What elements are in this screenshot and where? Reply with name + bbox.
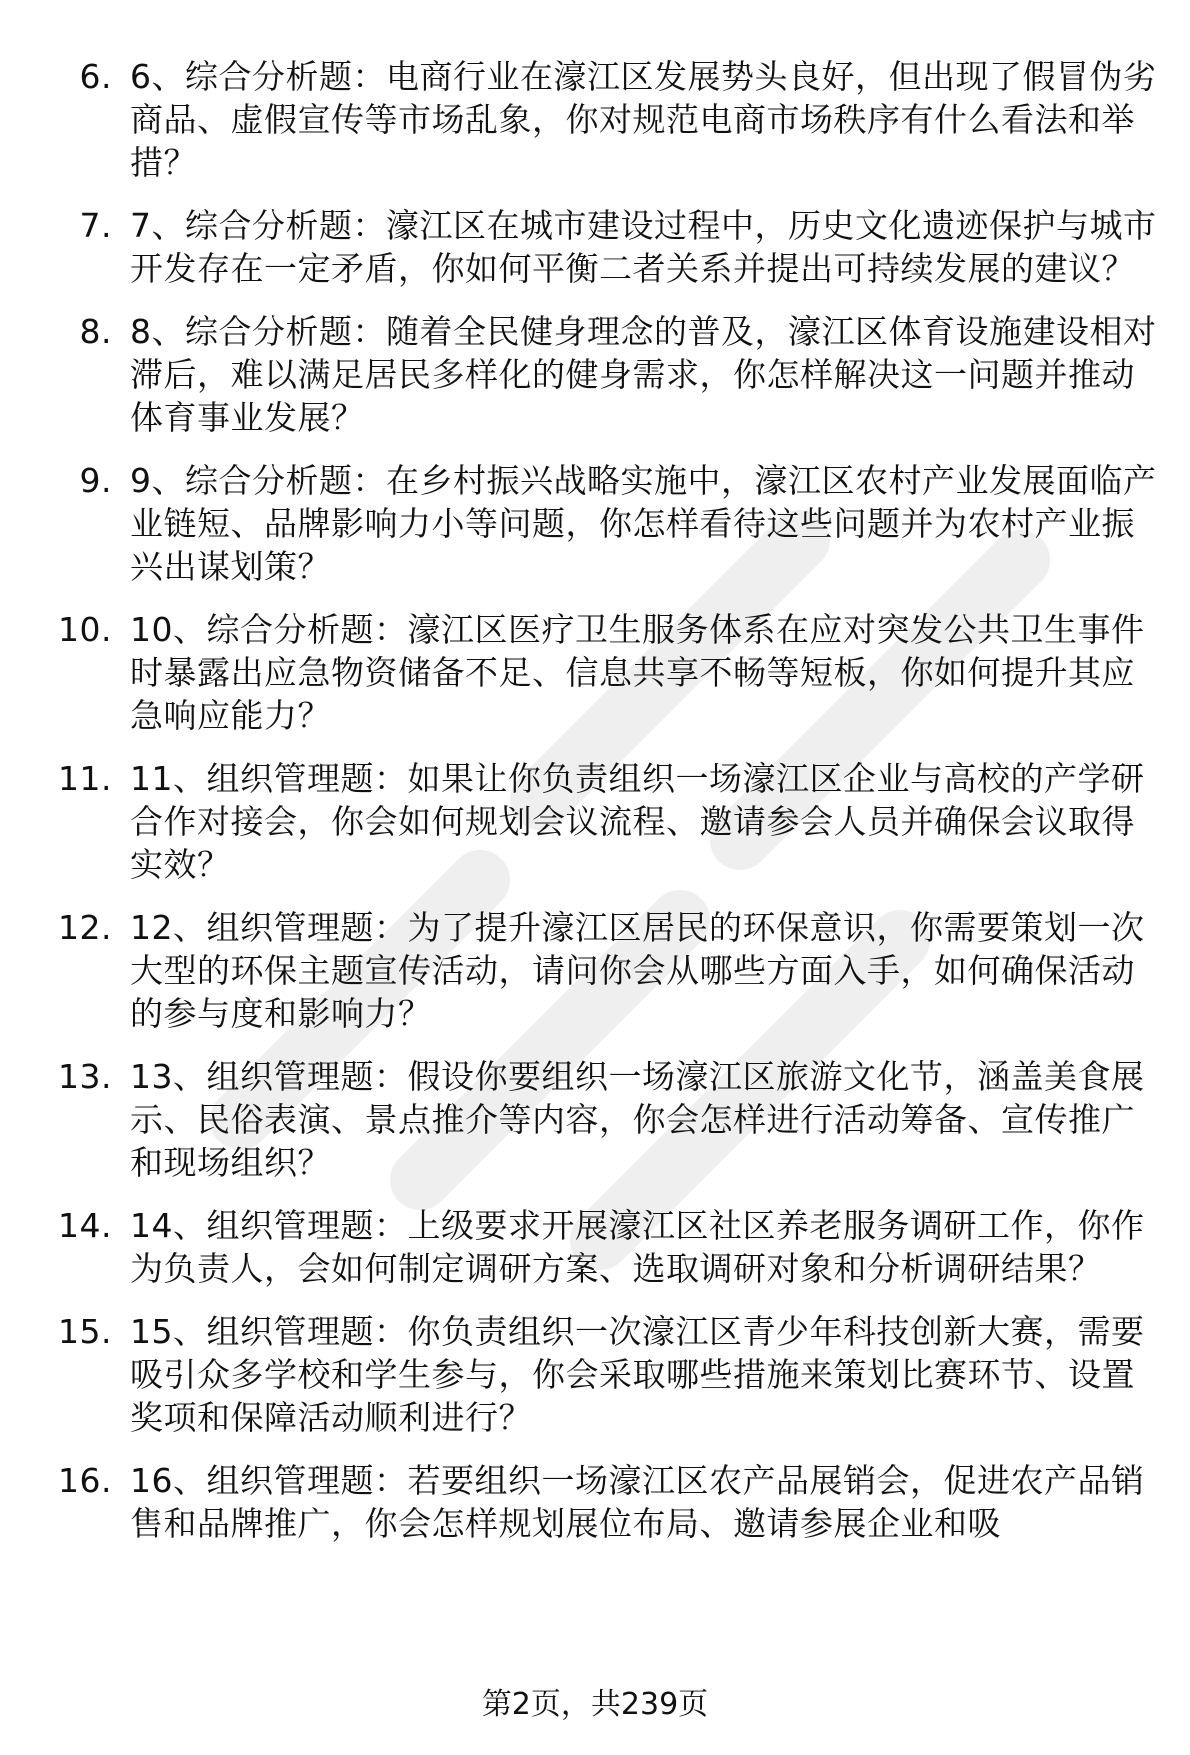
question-number: 8. bbox=[79, 312, 112, 351]
list-item bbox=[0, 608, 1190, 737]
list-item bbox=[0, 204, 1190, 290]
question-text: 11、组织管理题：如果让你负责组织一场濠江区企业与高校的产学研合作对接会，你会如何规划会议流程、邀请参会人员并确保会议取得实效？ bbox=[130, 759, 1145, 884]
list-item bbox=[0, 1204, 1190, 1290]
question-text: 7、综合分析题：濠江区在城市建设过程中，历史文化遗迹保护与城市开发存在一定矛盾，你如何平衡二者关系并提出可持续发展的建议？ bbox=[130, 206, 1157, 288]
list-item bbox=[0, 459, 1190, 588]
question-text: 6、综合分析题：电商行业在濠江区发展势头良好，但出现了假冒伪劣商品、虚假宣传等市场乱象，你对规范电商市场秩序有什么看法和举措？ bbox=[130, 57, 1157, 182]
list-item bbox=[0, 757, 1190, 886]
page-number-footer: 第2页，共239页 bbox=[481, 1687, 709, 1722]
list-item bbox=[0, 310, 1190, 439]
question-number: 6. bbox=[79, 57, 112, 96]
list-item bbox=[0, 906, 1190, 1035]
question-text: 13、组织管理题：假设你要组织一场濠江区旅游文化节，涵盖美食展示、民俗表演、景点推介等内容，你会怎样进行活动筹备、宣传推广和现场组织？ bbox=[130, 1057, 1145, 1182]
question-number: 16. bbox=[58, 1461, 112, 1500]
list-item bbox=[0, 1310, 1190, 1439]
question-text: 8、综合分析题：随着全民健身理念的普及，濠江区体育设施建设相对滞后，难以满足居民多样化的健身需求，你怎样解决这一问题并推动体育事业发展？ bbox=[130, 312, 1157, 437]
question-text: 12、组织管理题：为了提升濠江区居民的环保意识，你需要策划一次大型的环保主题宣传活动，请问你会从哪些方面入手，如何确保活动的参与度和影响力？ bbox=[130, 908, 1145, 1033]
question-number: 10. bbox=[58, 610, 112, 649]
question-text: 14、组织管理题：上级要求开展濠江区社区养老服务调研工作，你作为负责人，会如何制定调研方案、选取调研对象和分析调研结果？ bbox=[130, 1206, 1145, 1288]
question-number: 7. bbox=[79, 206, 112, 245]
question-number: 9. bbox=[79, 461, 112, 500]
list-item bbox=[0, 1055, 1190, 1184]
question-number: 15. bbox=[58, 1312, 112, 1351]
question-list bbox=[0, 55, 1190, 1565]
question-number: 13. bbox=[58, 1057, 112, 1096]
question-text: 15、组织管理题：你负责组织一次濠江区青少年科技创新大赛，需要吸引众多学校和学生参与，你会采取哪些措施来策划比赛环节、设置奖项和保障活动顺利进行？ bbox=[130, 1312, 1145, 1437]
question-number: 14. bbox=[58, 1206, 112, 1245]
question-text: 10、综合分析题：濠江区医疗卫生服务体系在应对突发公共卫生事件时暴露出应急物资储备不足、信息共享不畅等短板，你如何提升其应急响应能力？ bbox=[130, 610, 1145, 735]
question-text: 16、组织管理题：若要组织一场濠江区农产品展销会，促进农产品销售和品牌推广，你会怎样规划展位布局、邀请参展企业和吸 bbox=[130, 1461, 1145, 1543]
question-text: 9、综合分析题：在乡村振兴战略实施中，濠江区农村产业发展面临产业链短、品牌影响力小等问题，你怎样看待这些问题并为农村产业振兴出谋划策？ bbox=[130, 461, 1157, 586]
question-number: 11. bbox=[58, 759, 112, 798]
list-item bbox=[0, 1459, 1190, 1545]
question-number: 12. bbox=[58, 908, 112, 947]
list-item bbox=[0, 55, 1190, 184]
